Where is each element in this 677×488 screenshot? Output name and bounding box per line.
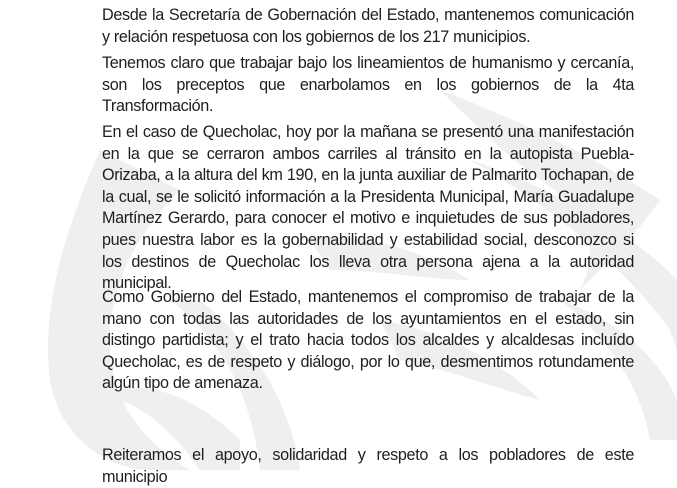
paragraph-support: Reiteramos el apoyo, solidaridad y respeto a los pobladores de este municipio	[102, 446, 634, 486]
paragraph-quecholac-case: En el caso de Quecholac, hoy por la mañana se presentó una manifestación en la que se cerraron ambos carriles al tránsito en la autopista Puebla-Orizaba, a la altura del km 190, en la junta auxiliar de Palmarito Tochapan, de la cual, se le solicitó información a la Presidenta Municipal, María Guadalupe Martínez Gerardo, para conocer el motivo e inquietudes de sus pobladores, pues nuestra labor es la gobernabilidad y estabilidad social, desconozco si los destinos de Quecholac los lleva otra persona ajena a la autoridad municipal.	[102, 123, 634, 293]
paragraph-intro: Desde la Secretaría de Gobernación del Estado, mantenemos comunicación y relación respetuosa con los gobiernos de los 217 municipios.	[102, 6, 634, 46]
paragraph-commitment: Como Gobierno del Estado, mantenemos el compromiso de trabajar de la mano con todas las autoridades de los ayuntamientos en el estado, sin distingo partidista; y el trato hacia todos los alcaldes y alcaldesas incluído Quecholac, es de respeto y diálogo, por lo que, desmentimos rotundamente algún tipo de amenaza.	[102, 288, 634, 393]
paragraph-principles: Tenemos claro que trabajar bajo los lineamientos de humanismo y cercanía, son los preceptos que enarbolamos en los gobiernos de la 4ta Transformación.	[102, 54, 634, 116]
